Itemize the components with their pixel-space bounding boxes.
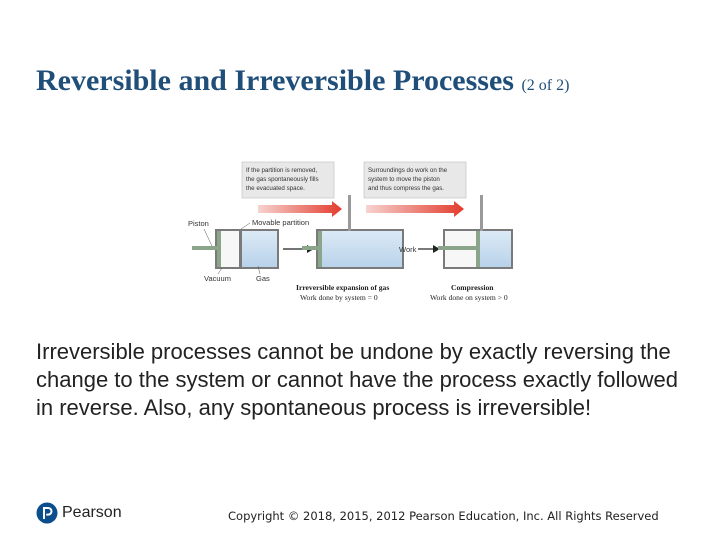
label-piston: Piston — [188, 219, 209, 228]
callout-right — [364, 162, 466, 198]
title-suffix: (2 of 2) — [521, 77, 570, 94]
process-figure — [186, 160, 540, 310]
body-paragraph: Irreversible processes cannot be undone by exactly reversing the change to the system or cannot have the process exactly followed in reverse. Also, any spontaneous process is irreversible! — [36, 339, 679, 420]
cylinder-initial — [192, 230, 278, 268]
slide-title — [36, 64, 569, 98]
caption-right-title: Compression — [451, 283, 494, 292]
callout-right-line-3: and thus compress the gas. — [368, 185, 445, 192]
callout-right-line-2: system to move the piston — [368, 176, 440, 183]
label-movable-partition: Movable partition — [252, 218, 310, 227]
label-work: Work — [399, 245, 417, 254]
copyright-notice: Copyright © 2018, 2015, 2012 Pearson Education, Inc. All Rights Reserved — [228, 509, 659, 523]
title-main: Reversible and Irreversible Processes — [36, 64, 514, 97]
arrow-right — [366, 201, 464, 217]
leader-piston — [204, 229, 212, 246]
caption-right-sub: Work done on system > 0 — [430, 293, 508, 302]
callout-left-line-2: the gas spontaneously fills — [246, 176, 319, 183]
callout-right-line-1: Surroundings do work on the — [368, 167, 448, 174]
caption-middle-sub: Work done by system = 0 — [300, 293, 378, 302]
label-vacuum: Vacuum — [204, 274, 231, 283]
arrow-left — [258, 201, 342, 217]
pearson-wordmark: Pearson — [62, 504, 122, 521]
pearson-logo — [36, 502, 122, 524]
leader-partition — [241, 223, 250, 229]
callout-left — [242, 162, 334, 198]
caption-middle-title: Irreversible expansion of gas — [296, 283, 390, 292]
callout-left-line-1: If the partition is removed, — [246, 167, 318, 174]
pearson-p-icon — [36, 502, 58, 524]
callout-left-line-3: the evacuated space. — [246, 185, 305, 192]
label-gas: Gas — [256, 274, 270, 283]
